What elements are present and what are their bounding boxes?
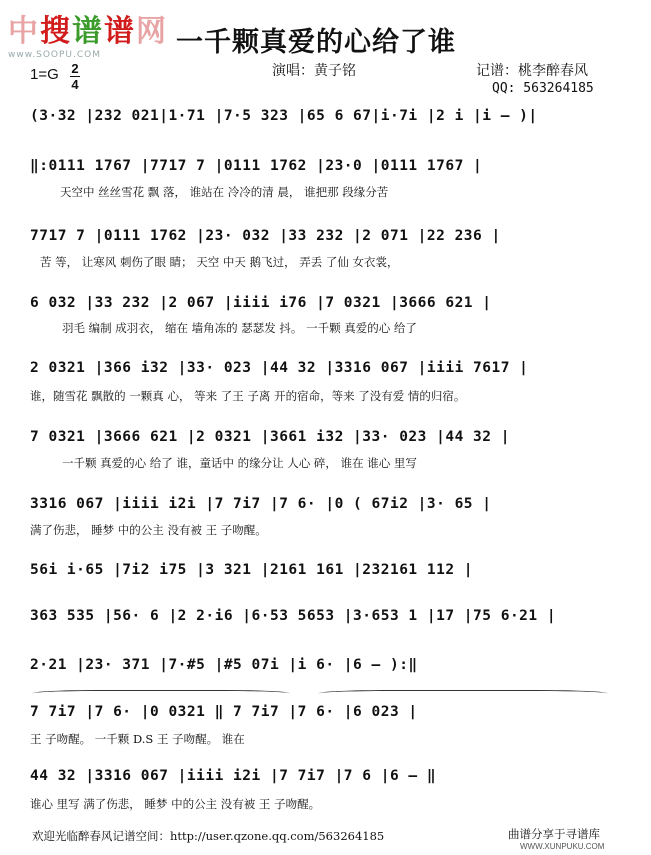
score-line-7-notes: 3316 067 |iiii i2i |7 7i7 |7 6· |0 ( 67i2 |3· 65 | xyxy=(30,496,492,512)
logo-url: www.SOOPU.COM xyxy=(8,50,102,60)
score-line-2-notes: ‖:0111 1767 |7717 7 |0111 1762 |23·0 |0111 1767 | xyxy=(30,158,483,174)
song-title: 一千颗真爱的心给了谁 xyxy=(176,27,456,58)
site-logo xyxy=(8,6,178,64)
score-line-6-notes: 7 0321 |3666 621 |2 0321 |3661 i32 |33· 023 |44 32 | xyxy=(30,429,510,445)
score-line-9-notes: 363 535 |56· 6 |2 2·i6 |6·53 5653 |3·653 1 |17 |75 6·21 | xyxy=(30,608,557,624)
score-line-1-notes: (3·32 |232 021|1·71 |7·5 323 |65 6 67|i·7i |2 i |i – )| xyxy=(30,108,538,124)
score-line-10-notes: 2·21 |23· 371 |7·#5 |#5 07i |i 6· |6 – ):‖ xyxy=(30,657,418,673)
score-line-4-notes: 6 032 |33 232 |2 067 |iiii i76 |7 0321 |3666 621 | xyxy=(30,295,492,311)
score-line-3-lyrics: 苦 等， 让寒风 刺伤了眼 睛； 天空 中天 鹅飞过， 弄丢 了仙 女衣裳， xyxy=(40,255,399,269)
score-line-11-notes: 7 7i7 |7 6· |0 0321 ‖ 7 7i7 |7 6· |6 023 | xyxy=(30,704,418,720)
score-line-2-lyrics: 天空中 丝丝雪花 飘 落， 谁站在 冷冷的清 晨， 谁把那 段缘分苦 xyxy=(60,185,389,199)
score-line-11-lyrics: 王 子吻醒。 一千颗 D.S 王 子吻醒。 谁在 xyxy=(30,732,245,746)
footer-share: 曲谱分享于寻谱库 xyxy=(508,827,600,841)
key-signature: 1=G xyxy=(30,66,59,83)
singer-credit: 演唱：黄子铭 xyxy=(272,63,356,79)
score-line-6-lyrics: 一千颗 真爱的心 给了 谁，童话中 的缘分让 人心 碎， 谁在 谁心 里写 xyxy=(62,456,417,470)
score-line-7-lyrics: 满了伤悲， 睡梦 中的公主 没有被 王 子吻醒。 xyxy=(30,523,267,537)
score-line-12-lyrics: 谁心 里写 满了伤悲， 睡梦 中的公主 没有被 王 子吻醒。 xyxy=(30,797,321,811)
score-line-12-notes: 44 32 |3316 067 |iiii i2i |7 7i7 |7 6 |6 – ‖ xyxy=(30,768,437,784)
footer-share-url: WWW.XUNPUKU.COM xyxy=(520,842,605,851)
volta-bracket-2 xyxy=(318,690,608,697)
transcriber-credit: 记谱：桃李醉春风 xyxy=(476,63,588,79)
logo-text: 中搜谱谱网 xyxy=(8,14,168,49)
volta-bracket-1 xyxy=(32,690,290,697)
score-line-5-lyrics: 谁，随雪花 飘散的 一颗真 心， 等来 了王 子离 开的宿命，等来 了没有爱 情的归宿。 xyxy=(30,389,466,403)
score-line-8-notes: 56i i·65 |7i2 i75 |3 321 |2161 161 |232161 112 | xyxy=(30,562,474,578)
footer-welcome: 欢迎光临醉春风记谱空间：http://user.qzone.qq.com/563264185 xyxy=(32,829,385,843)
score-line-5-notes: 2 0321 |366 i32 |33· 023 |44 32 |3316 067 |iiii 7617 | xyxy=(30,360,529,376)
qq-number: QQ: 563264185 xyxy=(492,81,594,96)
time-signature: 2 4 xyxy=(71,61,79,92)
score-line-4-lyrics: 羽毛 编制 成羽衣， 缩在 墙角冻的 瑟瑟发 抖。 一千颗 真爱的心 给了 xyxy=(62,321,417,335)
score-line-3-notes: 7717 7 |0111 1762 |23· 032 |33 232 |2 071 |22 236 | xyxy=(30,228,501,244)
